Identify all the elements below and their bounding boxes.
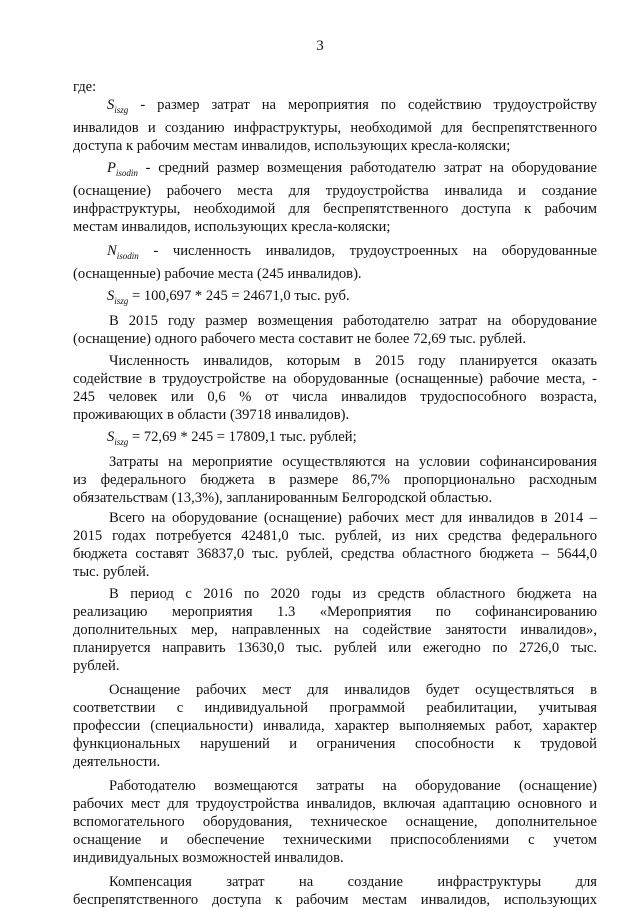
symbol-s-iszg: $S_{iszg}$ <box>107 97 129 115</box>
paragraph-total-2014-2015: Всего на оборудование (оснащение) рабочих мест для инвалидов в 2014 – 2015 годах потребуется 42481,0 тыс. рублей, из них средства федерального бюджета составят 36837,0 тыс. рублей, средства областного бюджета – 5644,0 тыс. рублей. <box>73 509 597 580</box>
where-label: где: <box>73 79 97 95</box>
paragraph-employer-reimbursement: Работодателю возмещаются затраты на оборудование (оснащение) рабочих мест для трудоустройства инвалидов, включая адаптацию основного и вспомогательного оборудования, техническое оснащение, дополнительное оснащение и обеспечение техническими приспособлениями с учетом индивидуальных возможностей инвалидов. <box>73 777 597 866</box>
symbol-p-isodin: $P_{isodin}$ <box>107 159 138 178</box>
paragraph-equipment-rules: Оснащение рабочих мест для инвалидов будет осуществляться в соответствии с индивидуальной программой реабилитации, учитывая профессии (специальности) инвалида, характер выполняемых работ, характер функциональных нарушений и ограничения способности к трудовой деятельности. <box>73 681 597 770</box>
paragraph-disabled-count: Численность инвалидов, которым в 2015 году планируется оказать содействие в трудоустройстве на оборудованные (оснащенные) рабочие места, - 245 человек или 0,6 % от числа инвалидов трудоспособного возраста, проживающих в области (39718 инвалидов). <box>73 352 597 423</box>
paragraph-2015-compensation: В 2015 году размер возмещения работодателю затрат на оборудование (оснащение) одного рабочего места составит не более 72,69 тыс. рублей. <box>73 312 597 347</box>
paragraph-cofinancing: Затраты на мероприятие осуществляются на условии софинансирования из федерального бюджета в размере 86,7% пропорционально расходным обязательствам (13,3%), запланированным Белгородской областью. <box>73 453 597 506</box>
page-number: 3 <box>316 38 324 54</box>
paragraph-2016-2020: В период с 2016 по 2020 годы из средств областного бюджета на реализацию мероприятия 1.3 «Мероприятия по софинансированию дополнительных мер, направленных на содействие занятости инвалидов», планируется направить 13630,0 тыс. рублей или ежегодно по 2726,0 тыс. рублей. <box>73 585 597 674</box>
formula-siszg-2015: $S_{iszg} = 72,69 * 245 = 17809,1$ тыс. рублей; <box>107 428 357 447</box>
definition-siszg: $S_{iszg}$ - размер затрат на мероприятия по содействию трудоустройству инвалидов и созданию инфраструктуры, необходимой для беспрепятственного доступа к рабочим местам инвалидов, использующих кресла-коляски; <box>73 97 597 154</box>
definition-nisodin: $N_{isodin}$ - численность инвалидов, трудоустроенных на оборудованные (оснащенные) рабочие места (245 инвалидов). <box>73 242 597 282</box>
document-body <box>73 78 597 911</box>
symbol-n-isodin: $N_{isodin}$ <box>107 242 139 261</box>
definition-pisodin: $P_{isodin}$ - средний размер возмещения работодателю затрат на оборудование (оснащение) рабочего места для трудоустройства инвалида и создание инфраструктуры, необходимой для беспрепятственного доступа к рабочим местам инвалидов, использующих кресла-коляски; <box>73 159 597 235</box>
paragraph-infrastructure-compensation: Компенсация затрат на создание инфраструктуры для беспрепятственного доступа к рабочим местам инвалидов, использующих <box>73 873 597 908</box>
formula-siszg-total: $S_{iszg} = 100,697 * 245 = 24671,0$ тыс. руб. <box>107 287 350 306</box>
